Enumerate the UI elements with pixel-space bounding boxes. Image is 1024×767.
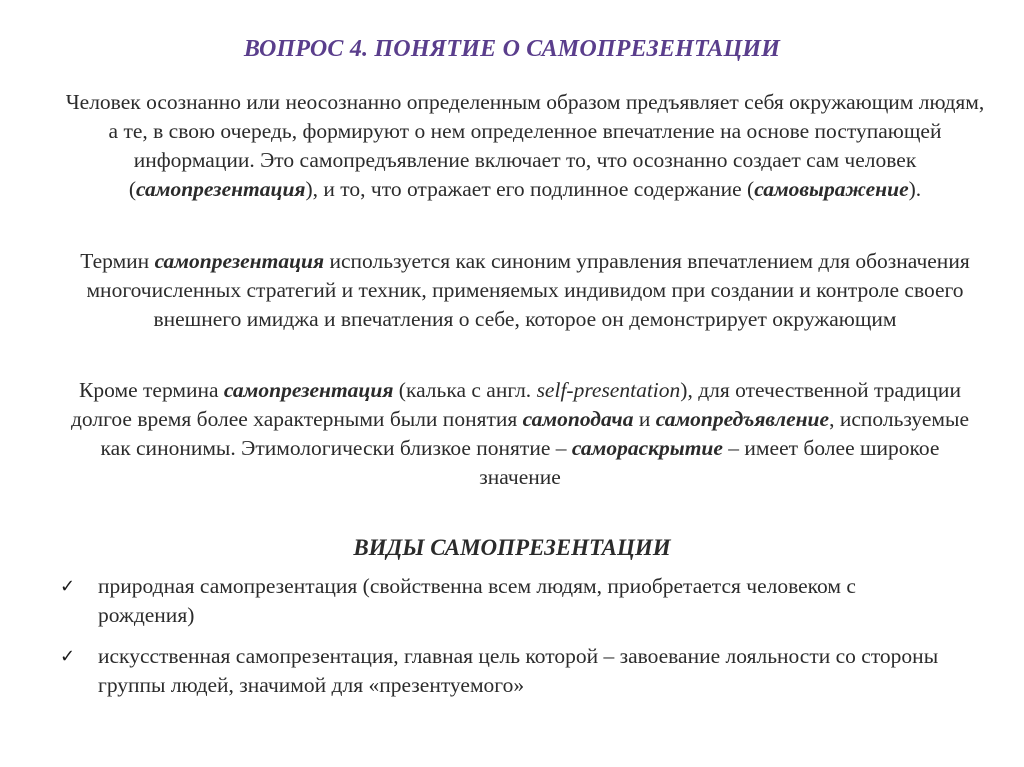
section-subtitle: ВИДЫ САМОПРЕЗЕНТАЦИИ [353,535,671,560]
term-self-disclosure: самораскрытие [571,436,723,460]
list-item [56,572,956,630]
text-fragment: Человек осознанно или неосознанно определенным образом предъявляет себя окружающим людям, а те, в свою очередь, формируют о нем определенное впечатление на основе поступающей информации. Это самопредъявление включает то, что осознанно создает сам человек ( [65,90,985,201]
term-self-presentation: самопрезентация [154,249,325,273]
text-fragment: и [633,407,656,431]
term-self-submission: самоподача [522,407,634,431]
list-item [56,642,956,700]
paragraph-synonyms [60,376,980,492]
text-fragment: Термин [80,249,155,273]
text-fragment: используется как синоним управления впечатлением для обозначения многочисленных стратегий и техник, применяемых индивидом при создании и контроле своего внешнего имиджа и впечатления о себе, которое он демонстрирует окружающим [86,249,970,331]
text-fragment: , используемые как синонимы. Этимологически близкое понятие – [100,407,970,460]
check-icon: ✓ [60,646,76,667]
term-english: self-presentation [536,378,681,402]
paragraph-self-presentation-definition [60,88,990,204]
text-fragment: ). [908,177,922,201]
text-fragment: ), и то, что отражает его подлинное содержание ( [305,177,755,201]
term-self-presentation: самопрезентация [223,378,394,402]
slide-title: ВОПРОС 4. ПОНЯТИЕ О САМОПРЕЗЕНТАЦИИ [243,36,781,62]
check-icon: ✓ [60,576,76,597]
paragraph-impression-management [60,247,990,334]
text-fragment: Кроме термина [79,378,224,402]
list-item-text: природная самопрезентация (свойственна всем людям, приобретается человеком с рождения) [98,574,856,627]
text-fragment: (калька с англ. [393,378,537,402]
text-fragment: ), для отечественной традиции долгое время более характерными были понятия [70,378,961,431]
term-self-presentment: самопредъявление [655,407,830,431]
text-fragment: – имеет более широкое значение [479,436,940,489]
term-self-expression: самовыражение [754,177,909,201]
list-item-text: искусственная самопрезентация, главная цель которой – завоевание лояльности со стороны группы людей, значимой для «презентуемого» [98,644,939,697]
term-self-presentation: самопрезентация [136,177,306,201]
types-list [56,572,956,712]
